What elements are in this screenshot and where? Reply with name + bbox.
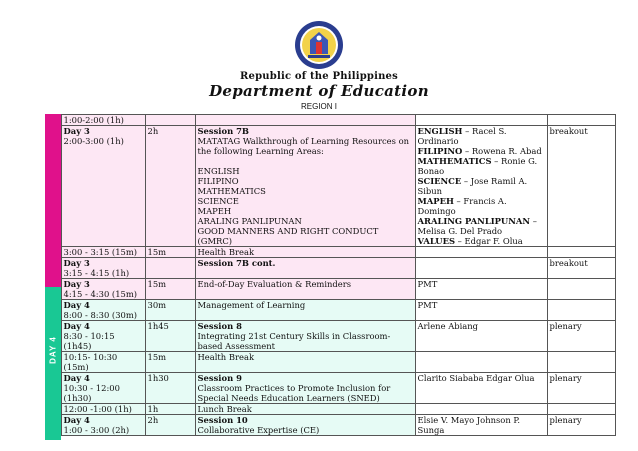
duration-cell xyxy=(145,115,195,126)
session-type: plenary xyxy=(549,373,582,383)
day-label: Day 3 xyxy=(63,258,90,268)
type-cell xyxy=(547,415,615,436)
side-cell xyxy=(45,300,61,321)
time-range: 12:00 -1:00 (1h) xyxy=(63,404,132,414)
duration xyxy=(148,258,193,268)
session-type xyxy=(550,300,613,310)
time-cell xyxy=(61,404,145,415)
time-cell xyxy=(61,300,145,321)
speaker-area: SCIENCE xyxy=(417,176,462,186)
activity-cell xyxy=(195,247,415,258)
speaker-area: MAPEH xyxy=(417,196,454,206)
type-cell xyxy=(547,404,615,415)
duration xyxy=(148,115,193,125)
time-cell xyxy=(61,258,145,279)
side-cell xyxy=(45,115,61,126)
speaker-cell xyxy=(415,321,547,352)
speaker-area: ARALING PANLIPUNAN xyxy=(417,216,531,226)
session-type xyxy=(550,404,613,414)
speaker-text xyxy=(418,258,545,268)
activity-line: MAPEH xyxy=(197,206,232,216)
duration: 1h45 xyxy=(147,321,169,331)
session-type xyxy=(550,247,613,257)
session-type: breakout xyxy=(549,126,588,136)
speaker-entry xyxy=(418,156,545,176)
duration-cell xyxy=(145,404,195,415)
speaker-entry xyxy=(418,196,545,216)
session-title: Session 10 xyxy=(197,415,248,425)
speaker-name: – Francis A. Domingo xyxy=(417,196,507,216)
schedule-table xyxy=(45,114,616,436)
speaker-cell xyxy=(415,352,547,373)
type-cell xyxy=(547,321,615,352)
duration: 1h xyxy=(147,404,159,414)
activity-text: Lunch Break xyxy=(197,404,252,414)
speaker-text: Clarito Siababa Edgar Olua xyxy=(417,373,535,383)
speaker-text: PMT xyxy=(417,300,438,310)
table-row xyxy=(45,279,615,300)
duration-cell xyxy=(145,300,195,321)
duration: 2h xyxy=(147,415,159,425)
speaker-text xyxy=(418,352,545,362)
activity-text: Integrating 21st Century Skills in Classroom-based Assessment xyxy=(197,331,391,351)
speaker-entry xyxy=(418,236,545,246)
time-range: 1:00 - 3:00 (2h) xyxy=(63,425,130,435)
side-cell xyxy=(45,352,61,373)
activity-text: Collaborative Expertise (CE) xyxy=(197,425,320,435)
table-row xyxy=(45,321,615,352)
activity-line: SCIENCE xyxy=(197,196,239,206)
time-cell xyxy=(61,373,145,404)
duration: 15m xyxy=(147,279,167,289)
activity-cell xyxy=(195,352,415,373)
time-cell xyxy=(61,321,145,352)
activity-cell xyxy=(195,321,415,352)
speaker-cell xyxy=(415,415,547,436)
side-cell xyxy=(45,321,61,352)
session-title: Session 7B cont. xyxy=(197,258,276,268)
activity-cell xyxy=(195,279,415,300)
speaker-name: – Edgar F. Olua xyxy=(455,236,523,246)
day-label: Day 3 xyxy=(63,126,90,136)
side-cell xyxy=(45,415,61,436)
duration: 15m xyxy=(147,352,167,362)
type-cell xyxy=(547,279,615,300)
type-cell xyxy=(547,373,615,404)
speaker-entry xyxy=(418,146,545,156)
table-row xyxy=(45,115,615,126)
day4-side-label: DAY 4 xyxy=(48,336,58,364)
speaker-text xyxy=(418,115,545,125)
activity-text: Management of Learning xyxy=(197,300,306,310)
speaker-cell xyxy=(415,126,547,247)
speaker-area: FILIPINO xyxy=(417,146,463,156)
side-cell xyxy=(45,247,61,258)
time-range: 1:00-2:00 (1h) xyxy=(63,115,124,125)
activity-cell xyxy=(195,404,415,415)
type-cell xyxy=(547,352,615,373)
speaker-name: – Jose Ramil A. Sibun xyxy=(417,176,528,196)
activity-cell xyxy=(195,115,415,126)
duration-cell xyxy=(145,279,195,300)
session-type xyxy=(550,352,613,362)
table-row xyxy=(45,258,615,279)
duration: 1h30 xyxy=(147,373,169,383)
speaker-name: – Melisa G. Del Prado xyxy=(417,216,537,236)
side-cell xyxy=(45,258,61,279)
day-label: Day 4 xyxy=(63,373,90,383)
speaker-name: – Racel S. Ordinario xyxy=(417,126,507,146)
deped-seal-logo xyxy=(294,20,344,70)
activity-cell xyxy=(195,373,415,404)
activity-line: FILIPINO xyxy=(197,176,239,186)
day-label: Day 4 xyxy=(63,300,90,310)
activity-cell xyxy=(195,415,415,436)
time-range: 2:00-3:00 (1h) xyxy=(63,136,124,146)
table-row xyxy=(45,352,615,373)
activity-cell xyxy=(195,126,415,247)
session-type: plenary xyxy=(549,321,582,331)
table-row xyxy=(45,126,615,247)
speaker-cell xyxy=(415,247,547,258)
speaker-cell xyxy=(415,300,547,321)
speaker-name: – Rowena R. Abad xyxy=(462,146,542,156)
speaker-text: PMT xyxy=(417,279,438,289)
side-cell xyxy=(45,279,61,300)
session-type: breakout xyxy=(549,258,588,268)
session-type xyxy=(550,279,613,289)
activity-line: GOOD MANNERS AND RIGHT CONDUCT (GMRC) xyxy=(197,226,379,246)
activity-line xyxy=(198,156,413,166)
session-title: Session 7B xyxy=(197,126,249,136)
day-label: Day 3 xyxy=(63,279,90,289)
time-range: 10:15- 10:30 (15m) xyxy=(63,352,118,372)
session-title: Session 8 xyxy=(197,321,242,331)
day-label: Day 4 xyxy=(63,321,90,331)
duration-cell xyxy=(145,321,195,352)
speaker-text: Elsie V. Mayo Johnson P. Sunga xyxy=(417,415,520,435)
type-cell xyxy=(547,300,615,321)
speaker-text xyxy=(418,247,545,257)
duration: 30m xyxy=(147,300,167,310)
speaker-entry xyxy=(418,216,545,236)
speaker-cell xyxy=(415,279,547,300)
speaker-area: MATHEMATICS xyxy=(417,156,492,166)
speaker-entry xyxy=(418,126,545,146)
activity-text: Classroom Practices to Promote Inclusion for Special Needs Education Learners (SNED) xyxy=(197,383,391,403)
speaker-cell xyxy=(415,373,547,404)
session-type: plenary xyxy=(549,415,582,425)
time-range: 3:15 - 4:15 (1h) xyxy=(63,268,130,278)
time-range: 10:30 - 12:00 (1h30) xyxy=(63,383,120,403)
duration-cell xyxy=(145,352,195,373)
time-range: 8:00 - 8:30 (30m) xyxy=(63,310,138,320)
speaker-text: Arlene Abiang xyxy=(417,321,479,331)
activity-text: Health Break xyxy=(197,247,255,257)
activity-cell xyxy=(195,258,415,279)
time-cell xyxy=(61,247,145,258)
type-cell xyxy=(547,126,615,247)
session-type xyxy=(550,115,613,125)
session-title: Session 9 xyxy=(197,373,242,383)
time-range: 4:15 - 4:30 (15m) xyxy=(63,289,138,299)
activity-line: MATHEMATICS xyxy=(197,186,266,196)
side-cell xyxy=(45,404,61,415)
speaker-entry xyxy=(418,176,545,196)
schedule-table-wrap xyxy=(45,114,615,436)
duration-cell xyxy=(145,247,195,258)
time-range: 8:30 - 10:15 (1h45) xyxy=(63,331,115,351)
speaker-area: VALUES xyxy=(417,236,456,246)
side-cell xyxy=(45,373,61,404)
table-row xyxy=(45,415,615,436)
duration-cell xyxy=(145,258,195,279)
table-row xyxy=(45,300,615,321)
duration-cell xyxy=(145,126,195,247)
table-row xyxy=(45,247,615,258)
duration-cell xyxy=(145,415,195,436)
speaker-text xyxy=(418,404,545,414)
speaker-name: – Ronie G. Bonao xyxy=(417,156,538,176)
time-cell xyxy=(61,126,145,247)
duration-cell xyxy=(145,373,195,404)
day-label: Day 4 xyxy=(63,415,90,425)
document-header xyxy=(0,0,638,112)
duration: 15m xyxy=(147,247,167,257)
activity-line: ARALING PANLIPUNAN xyxy=(197,216,302,226)
region-label: REGION I xyxy=(300,102,337,111)
type-cell xyxy=(547,247,615,258)
type-cell xyxy=(547,258,615,279)
activity-text: End-of-Day Evaluation & Reminders xyxy=(197,279,352,289)
activity-cell xyxy=(195,300,415,321)
side-cell xyxy=(45,126,61,247)
department-title: Department of Education xyxy=(209,82,429,100)
table-row xyxy=(45,373,615,404)
speaker-cell xyxy=(415,115,547,126)
time-range: 3:00 - 3:15 (15m) xyxy=(63,247,138,257)
duration: 2h xyxy=(147,126,159,136)
time-cell xyxy=(61,352,145,373)
time-cell xyxy=(61,415,145,436)
type-cell xyxy=(547,115,615,126)
activity-line: MATATAG Walkthrough of Learning Resources on the following Learning Areas: xyxy=(197,136,410,156)
time-cell xyxy=(61,279,145,300)
speaker-cell xyxy=(415,404,547,415)
activity-line: ENGLISH xyxy=(197,166,240,176)
republic-title: Republic of the Philippines xyxy=(240,71,398,82)
time-cell xyxy=(61,115,145,126)
activity-text: Health Break xyxy=(197,352,255,362)
speaker-cell xyxy=(415,258,547,279)
speaker-area: ENGLISH xyxy=(417,126,463,136)
table-row xyxy=(45,404,615,415)
